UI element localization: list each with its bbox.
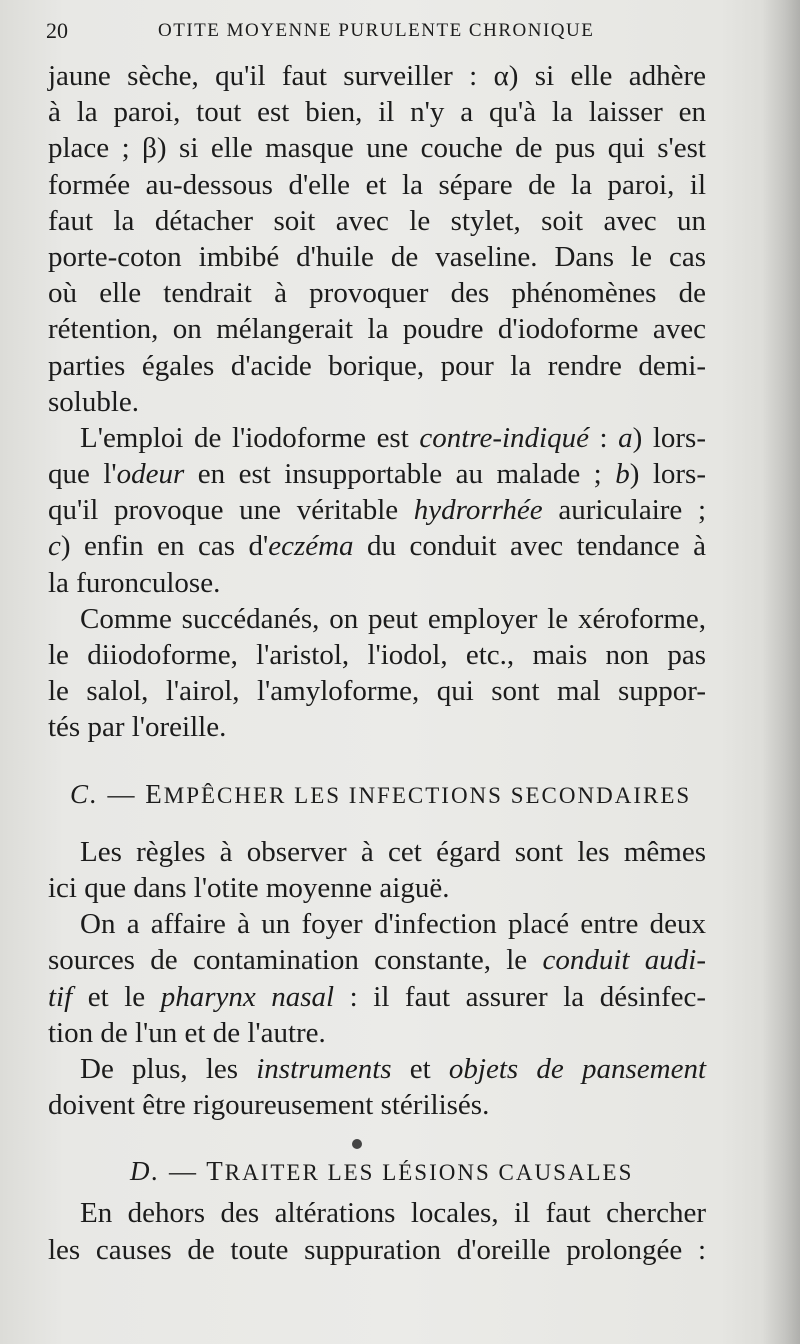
- text-line: c) enfin en cas d'eczéma du conduit avec tendance à: [48, 530, 707, 563]
- paragraph: [48, 834, 706, 906]
- text-line: parties égales d'acide borique, pour la rendre demi-: [48, 349, 706, 382]
- paragraph: [48, 601, 706, 746]
- text-line: soluble.: [48, 385, 140, 418]
- text-line: tés par l'oreille.: [48, 711, 227, 744]
- page-number: 20: [46, 18, 68, 43]
- text-line: où elle tendrait à provoquer des phénomènes de: [48, 277, 706, 310]
- running-head-title: OTITE MOYENNE PURULENTE CHRONIQUE: [158, 20, 595, 41]
- text-line: sources de contamination constante, le conduit audi-: [48, 944, 707, 977]
- paragraph: [48, 1195, 706, 1267]
- running-head: [42, 12, 722, 48]
- text-line: tion de l'un et de l'autre.: [48, 1016, 326, 1049]
- text-line: Les règles à observer à cet égard sont les mêmes: [80, 835, 706, 868]
- text-line: les causes de toute suppuration d'oreille prolongée :: [48, 1233, 706, 1266]
- text-line: De plus, les instruments et objets de pansement: [80, 1052, 706, 1085]
- text-line: à la paroi, tout est bien, il n'y a qu'à la laisser en: [48, 96, 706, 129]
- text-line: tif et le pharynx nasal : il faut assurer la désinfec-: [48, 980, 706, 1013]
- page-body: [48, 58, 706, 1268]
- paragraph: [48, 420, 706, 601]
- text-line: porte-coton imbibé d'huile de vaseline. Dans le cas: [48, 240, 706, 273]
- text-line: ici que dans l'otite moyenne aiguë.: [48, 871, 450, 904]
- section-heading-d: D. — TRAITER LES LÉSIONS CAUSALES: [130, 1156, 634, 1187]
- paragraph: [48, 58, 706, 420]
- text-line: que l'odeur en est insupportable au malade ; b) lors-: [48, 458, 706, 491]
- text-line: En dehors des altérations locales, il faut chercher: [80, 1197, 706, 1230]
- text-line: Comme succédanés, on peut employer le xéroforme,: [80, 602, 706, 635]
- printer-ornament: [352, 1139, 362, 1149]
- page-edge-shadow: [762, 0, 800, 1344]
- text-line: jaune sèche, qu'il faut surveiller : α) si elle adhère: [48, 60, 706, 92]
- text-line: place ; β) si elle masque une couche de pus qui s'est: [48, 132, 706, 165]
- text-line: On a affaire à un foyer d'infection placé entre deux: [80, 908, 706, 941]
- text-line: L'emploi de l'iodoforme est contre-indiqué : a) lors-: [80, 421, 706, 454]
- text-line: la furonculose.: [48, 566, 221, 599]
- text-line: rétention, on mélangerait la poudre d'iodoforme avec: [48, 313, 706, 346]
- text-line: qu'il provoque une véritable hydrorrhée auriculaire ;: [48, 494, 707, 527]
- section-spacer: [48, 1123, 706, 1153]
- text-line: formée au-dessous d'elle et la sépare de la paroi, il: [48, 168, 706, 201]
- text-line: faut la détacher soit avec le stylet, soit avec un: [48, 204, 706, 237]
- text-line: doivent être rigoureusement stérilisés.: [48, 1089, 490, 1122]
- section-spacer: [48, 746, 706, 776]
- text-line: le diiodoforme, l'aristol, l'iodol, etc., mais non pas: [48, 639, 706, 671]
- text-line: le salol, l'airol, l'amyloforme, qui sont mal suppor-: [48, 675, 706, 708]
- paragraph: [48, 1051, 706, 1123]
- section-spacer: [48, 812, 706, 834]
- section-heading-c: C. — EMPÊCHER LES INFECTIONS SECONDAIRES: [70, 778, 692, 809]
- paragraph: [48, 906, 706, 1051]
